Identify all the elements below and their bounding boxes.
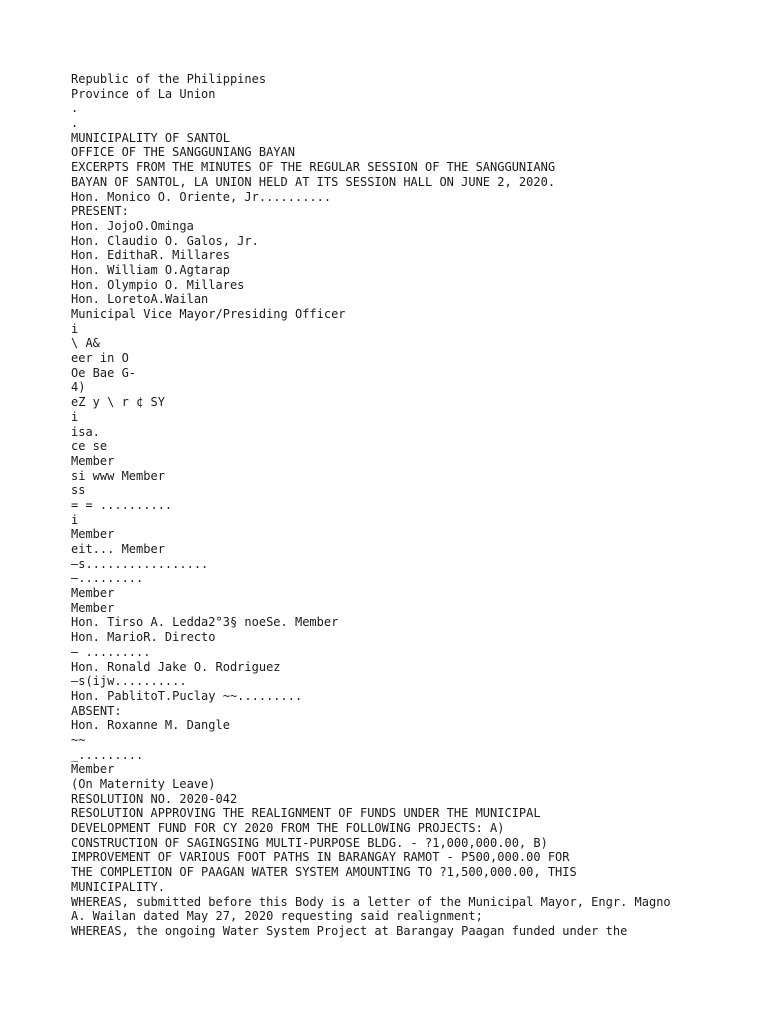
document-line: Hon. Ronald Jake O. Rodriguez xyxy=(71,659,281,674)
document-line: Hon. Claudio O. Galos, Jr. xyxy=(71,233,259,248)
document-line: isa. xyxy=(71,424,100,439)
document-line: Hon. William O.Agtarap xyxy=(71,262,230,277)
document-line: Member xyxy=(71,762,115,777)
document-line: si www Member xyxy=(71,468,165,483)
document-line: DEVELOPMENT FUND FOR CY 2020 FROM THE FOLLOWING PROJECTS: A) xyxy=(71,821,505,836)
document-line: BAYAN OF SANTOL, LA UNION HELD AT ITS SESSION HALL ON JUNE 2, 2020. xyxy=(71,174,556,189)
document-line: RESOLUTION APPROVING THE REALIGNMENT OF FUNDS UNDER THE MUNICIPAL xyxy=(71,806,541,821)
document-line: Hon. JojoO.Ominga xyxy=(71,218,194,233)
document-line: Hon. MarioR. Directo xyxy=(71,630,216,645)
document-line: 4) xyxy=(71,380,86,395)
document-line: ~~ xyxy=(71,732,86,747)
document-line: Member xyxy=(71,527,115,542)
document-line: eZ y \ r ¢ SY xyxy=(71,395,165,410)
document-line: Hon. Olympio O. Millares xyxy=(71,277,245,292)
document-line: OFFICE OF THE SANGGUNIANG BAYAN xyxy=(71,145,295,160)
document-line: Municipal Vice Mayor/Presiding Officer xyxy=(71,307,346,321)
document-line: Hon. Monico O. Oriente, Jr.......... xyxy=(71,189,332,204)
document-line: Hon. EdithaR. Millares xyxy=(71,248,230,263)
document-line: eit... Member xyxy=(71,542,165,556)
document-line: i xyxy=(71,409,79,424)
document-line: \ A& xyxy=(71,336,100,351)
document-line: MUNICIPALITY. xyxy=(71,879,165,894)
document-line: EXCERPTS FROM THE MINUTES OF THE REGULAR SESSION OF THE SANGGUNIANG xyxy=(71,160,556,175)
document-line: IMPROVEMENT OF VARIOUS FOOT PATHS IN BARANGAY RAMOT - P500,000.00 FOR xyxy=(71,850,570,865)
document-line: i xyxy=(71,512,79,527)
document-line: —s(ijw.......... xyxy=(71,674,187,689)
document-line: Hon. LoretoA.Wailan xyxy=(71,292,209,307)
document-line: . xyxy=(71,116,79,131)
document-line: ce se xyxy=(71,439,108,454)
document-line: WHEREAS, submitted before this Body is a letter of the Municipal Mayor, Engr. Magno xyxy=(71,894,671,909)
document-line: Oe Bae G- xyxy=(71,365,137,380)
document-line: RESOLUTION NO. 2020-042 xyxy=(71,791,238,806)
document-line: Member xyxy=(71,600,115,615)
document-line: THE COMPLETION OF PAAGAN WATER SYSTEM AMOUNTING TO ?1,500,000.00, THIS xyxy=(71,865,577,880)
document-line: WHEREAS, the ongoing Water System Project at Barangay Paagan funded under the xyxy=(71,923,628,938)
document-line: Member xyxy=(71,586,115,601)
document-line: = = .......... xyxy=(71,497,173,512)
document-line: Province of La Union xyxy=(71,86,216,101)
document-line: Republic of the Philippines xyxy=(71,72,267,86)
document-line: CONSTRUCTION OF SAGINGSING MULTI-PURPOSE BLDG. - ?1,000,000.00, B) xyxy=(71,835,548,850)
document-line: ABSENT: xyxy=(71,703,122,718)
document-line: PRESENT: xyxy=(71,204,129,219)
document-line: Hon. Roxanne M. Dangle xyxy=(71,718,230,733)
document-line: — ......... xyxy=(71,644,151,659)
document-line: —s................. xyxy=(71,556,209,571)
document-line: Member xyxy=(71,453,115,468)
document-line: A. Wailan dated May 27, 2020 requesting said realignment; xyxy=(71,909,483,924)
document-line: eer in O xyxy=(71,351,129,366)
document-body xyxy=(71,72,761,939)
document-line: —......... xyxy=(71,571,144,586)
document-line: i xyxy=(71,321,79,336)
document-line: MUNICIPALITY OF SANTOL xyxy=(71,130,230,145)
document-line: . xyxy=(71,101,79,116)
document-line: ss xyxy=(71,483,86,498)
document-line: Hon. PablitoT.Puclay ~~......... xyxy=(71,688,303,703)
document-line: (On Maternity Leave) xyxy=(71,777,216,791)
document-line: Hon. Tirso A. Ledda2°3§ noeSe. Member xyxy=(71,615,339,630)
document-line: _......... xyxy=(71,747,144,762)
